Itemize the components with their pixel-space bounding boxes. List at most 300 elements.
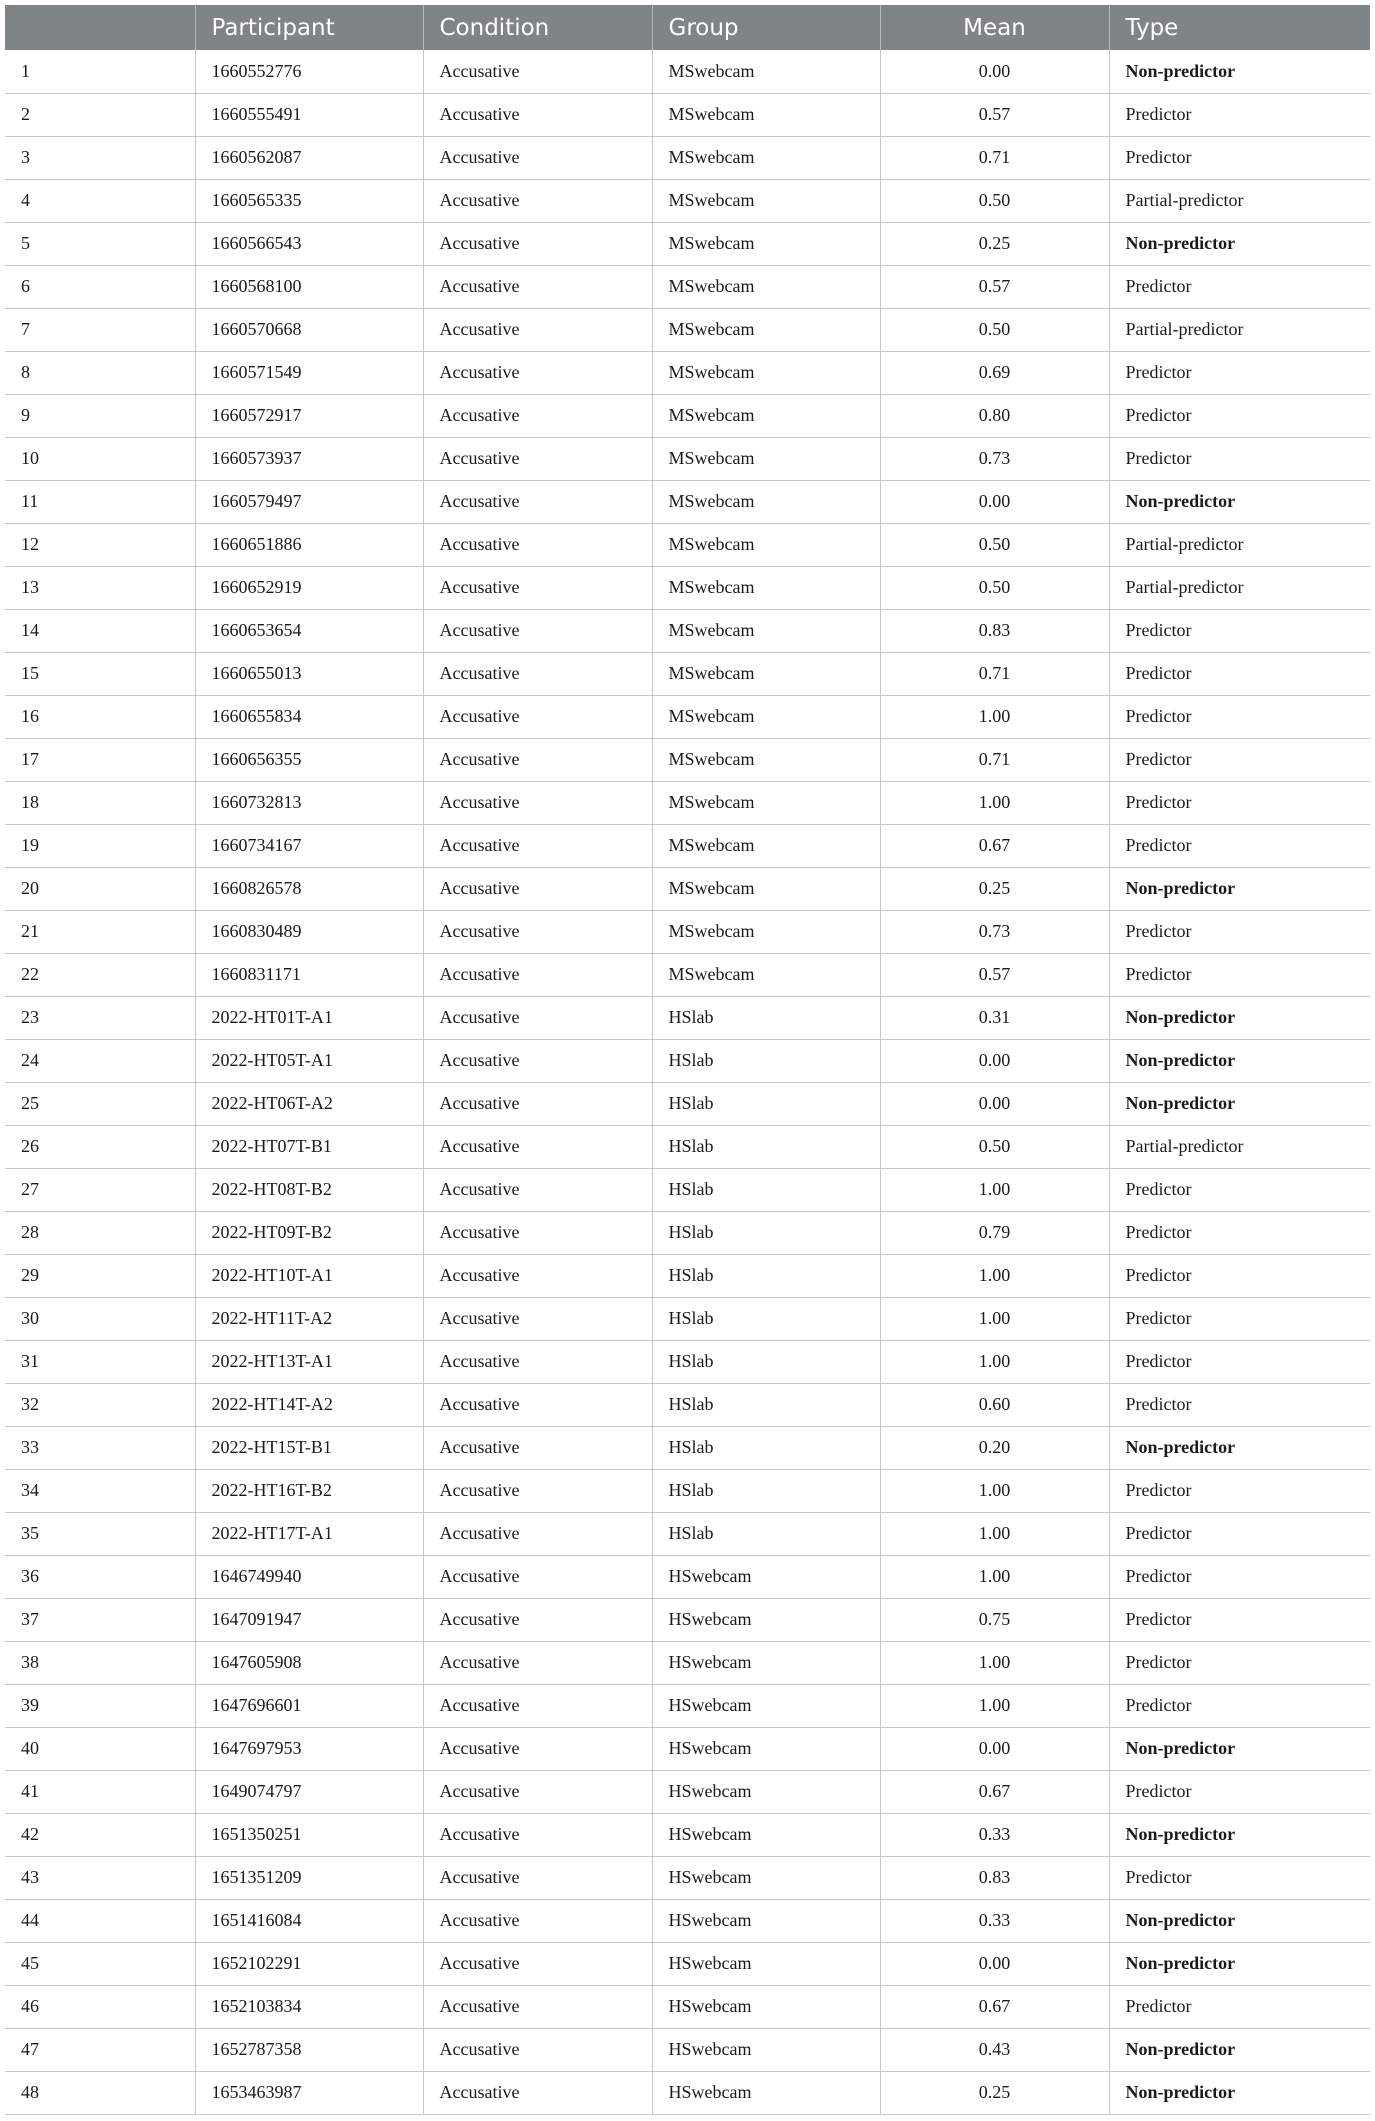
cell-type: Predictor [1109, 824, 1370, 867]
cell-group: MSwebcam [652, 394, 880, 437]
cell-index: 13 [5, 566, 195, 609]
cell-group: HSlab [652, 1340, 880, 1383]
cell-index: 14 [5, 609, 195, 652]
cell-condition: Accusative [423, 1598, 652, 1641]
table-row [5, 1469, 1370, 1512]
table-row [5, 1985, 1370, 2028]
cell-participant: 1653463987 [195, 2071, 423, 2114]
table-row [5, 824, 1370, 867]
participant-table [5, 5, 1370, 2115]
cell-type: Non-predictor [1109, 480, 1370, 523]
table-row [5, 394, 1370, 437]
cell-type: Partial-predictor [1109, 308, 1370, 351]
table-row [5, 1813, 1370, 1856]
cell-condition: Accusative [423, 1770, 652, 1813]
cell-participant: 1660572917 [195, 394, 423, 437]
cell-group: MSwebcam [652, 222, 880, 265]
cell-index: 44 [5, 1899, 195, 1942]
cell-mean: 1.00 [880, 1168, 1109, 1211]
cell-group: HSlab [652, 996, 880, 1039]
cell-participant: 1649074797 [195, 1770, 423, 1813]
cell-type: Predictor [1109, 953, 1370, 996]
table-row [5, 1899, 1370, 1942]
cell-mean: 0.67 [880, 1985, 1109, 2028]
table-row [5, 1211, 1370, 1254]
cell-mean: 0.71 [880, 738, 1109, 781]
cell-index: 4 [5, 179, 195, 222]
cell-type: Partial-predictor [1109, 1125, 1370, 1168]
cell-condition: Accusative [423, 93, 652, 136]
cell-type: Predictor [1109, 394, 1370, 437]
cell-type: Predictor [1109, 1469, 1370, 1512]
cell-mean: 0.57 [880, 953, 1109, 996]
cell-mean: 0.25 [880, 2071, 1109, 2114]
cell-type: Predictor [1109, 609, 1370, 652]
cell-condition: Accusative [423, 523, 652, 566]
cell-index: 11 [5, 480, 195, 523]
cell-participant: 1660568100 [195, 265, 423, 308]
cell-mean: 0.73 [880, 910, 1109, 953]
cell-condition: Accusative [423, 566, 652, 609]
cell-group: HSwebcam [652, 1856, 880, 1899]
cell-participant: 2022-HT14T-A2 [195, 1383, 423, 1426]
cell-condition: Accusative [423, 1383, 652, 1426]
cell-condition: Accusative [423, 1469, 652, 1512]
table-header [5, 5, 1370, 50]
cell-type: Predictor [1109, 1770, 1370, 1813]
cell-type: Predictor [1109, 652, 1370, 695]
cell-type: Predictor [1109, 265, 1370, 308]
cell-index: 26 [5, 1125, 195, 1168]
cell-type: Partial-predictor [1109, 523, 1370, 566]
cell-participant: 2022-HT17T-A1 [195, 1512, 423, 1555]
cell-condition: Accusative [423, 222, 652, 265]
cell-mean: 0.43 [880, 2028, 1109, 2071]
cell-index: 38 [5, 1641, 195, 1684]
cell-group: HSwebcam [652, 1985, 880, 2028]
cell-mean: 1.00 [880, 1297, 1109, 1340]
cell-participant: 1660831171 [195, 953, 423, 996]
cell-mean: 0.50 [880, 179, 1109, 222]
cell-condition: Accusative [423, 1125, 652, 1168]
cell-group: HSwebcam [652, 1598, 880, 1641]
cell-participant: 1660656355 [195, 738, 423, 781]
cell-index: 7 [5, 308, 195, 351]
cell-group: HSwebcam [652, 1942, 880, 1985]
cell-mean: 0.50 [880, 1125, 1109, 1168]
cell-condition: Accusative [423, 1727, 652, 1770]
table-row [5, 2071, 1370, 2114]
cell-participant: 1647697953 [195, 1727, 423, 1770]
table-row [5, 1555, 1370, 1598]
cell-mean: 0.67 [880, 824, 1109, 867]
cell-index: 10 [5, 437, 195, 480]
cell-condition: Accusative [423, 781, 652, 824]
cell-participant: 2022-HT13T-A1 [195, 1340, 423, 1383]
cell-condition: Accusative [423, 1985, 652, 2028]
cell-index: 41 [5, 1770, 195, 1813]
cell-index: 18 [5, 781, 195, 824]
cell-group: HSlab [652, 1469, 880, 1512]
table-row [5, 523, 1370, 566]
cell-participant: 1660565335 [195, 179, 423, 222]
cell-index: 43 [5, 1856, 195, 1899]
cell-condition: Accusative [423, 394, 652, 437]
cell-group: HSwebcam [652, 1555, 880, 1598]
cell-participant: 1660655013 [195, 652, 423, 695]
cell-condition: Accusative [423, 1168, 652, 1211]
cell-group: HSwebcam [652, 1727, 880, 1770]
cell-type: Predictor [1109, 1555, 1370, 1598]
cell-group: MSwebcam [652, 652, 880, 695]
cell-type: Non-predictor [1109, 1082, 1370, 1125]
cell-index: 5 [5, 222, 195, 265]
cell-group: MSwebcam [652, 781, 880, 824]
cell-index: 30 [5, 1297, 195, 1340]
cell-condition: Accusative [423, 609, 652, 652]
cell-index: 20 [5, 867, 195, 910]
cell-type: Non-predictor [1109, 1942, 1370, 1985]
cell-type: Partial-predictor [1109, 179, 1370, 222]
cell-group: HSlab [652, 1168, 880, 1211]
cell-participant: 2022-HT11T-A2 [195, 1297, 423, 1340]
cell-mean: 0.79 [880, 1211, 1109, 1254]
cell-mean: 0.83 [880, 609, 1109, 652]
cell-index: 29 [5, 1254, 195, 1297]
cell-condition: Accusative [423, 1555, 652, 1598]
cell-participant: 2022-HT01T-A1 [195, 996, 423, 1039]
cell-group: HSlab [652, 1125, 880, 1168]
cell-mean: 1.00 [880, 1254, 1109, 1297]
cell-group: HSwebcam [652, 2071, 880, 2114]
table-row [5, 2028, 1370, 2071]
table-row [5, 1125, 1370, 1168]
cell-type: Predictor [1109, 1985, 1370, 2028]
table-row [5, 1297, 1370, 1340]
cell-type: Predictor [1109, 695, 1370, 738]
cell-type: Predictor [1109, 1684, 1370, 1727]
cell-type: Predictor [1109, 1641, 1370, 1684]
cell-condition: Accusative [423, 953, 652, 996]
cell-index: 33 [5, 1426, 195, 1469]
cell-group: MSwebcam [652, 867, 880, 910]
cell-type: Predictor [1109, 351, 1370, 394]
cell-type: Predictor [1109, 1168, 1370, 1211]
cell-condition: Accusative [423, 2071, 652, 2114]
cell-mean: 0.50 [880, 566, 1109, 609]
cell-type: Non-predictor [1109, 1039, 1370, 1082]
cell-mean: 0.20 [880, 1426, 1109, 1469]
table-row [5, 1512, 1370, 1555]
cell-group: MSwebcam [652, 265, 880, 308]
table-row [5, 179, 1370, 222]
cell-index: 31 [5, 1340, 195, 1383]
cell-condition: Accusative [423, 480, 652, 523]
cell-mean: 1.00 [880, 1469, 1109, 1512]
table-row [5, 480, 1370, 523]
cell-condition: Accusative [423, 1641, 652, 1684]
cell-type: Non-predictor [1109, 1899, 1370, 1942]
cell-condition: Accusative [423, 1684, 652, 1727]
cell-condition: Accusative [423, 351, 652, 394]
cell-type: Non-predictor [1109, 867, 1370, 910]
cell-participant: 2022-HT09T-B2 [195, 1211, 423, 1254]
cell-index: 21 [5, 910, 195, 953]
table-row [5, 1168, 1370, 1211]
cell-type: Non-predictor [1109, 1727, 1370, 1770]
cell-condition: Accusative [423, 652, 652, 695]
cell-participant: 1660573937 [195, 437, 423, 480]
table-row [5, 1340, 1370, 1383]
cell-participant: 1652102291 [195, 1942, 423, 1985]
cell-index: 32 [5, 1383, 195, 1426]
cell-type: Predictor [1109, 93, 1370, 136]
cell-index: 25 [5, 1082, 195, 1125]
cell-group: HSwebcam [652, 1684, 880, 1727]
cell-group: MSwebcam [652, 351, 880, 394]
cell-participant: 1660655834 [195, 695, 423, 738]
cell-group: MSwebcam [652, 695, 880, 738]
cell-group: MSwebcam [652, 609, 880, 652]
cell-mean: 0.71 [880, 652, 1109, 695]
table-row [5, 781, 1370, 824]
cell-group: HSwebcam [652, 1770, 880, 1813]
table-row [5, 1383, 1370, 1426]
cell-condition: Accusative [423, 1254, 652, 1297]
cell-group: HSwebcam [652, 1813, 880, 1856]
cell-mean: 1.00 [880, 1641, 1109, 1684]
cell-condition: Accusative [423, 738, 652, 781]
cell-condition: Accusative [423, 996, 652, 1039]
cell-participant: 1660555491 [195, 93, 423, 136]
table-row [5, 738, 1370, 781]
cell-type: Non-predictor [1109, 2028, 1370, 2071]
cell-participant: 1660571549 [195, 351, 423, 394]
cell-mean: 1.00 [880, 781, 1109, 824]
cell-participant: 2022-HT15T-B1 [195, 1426, 423, 1469]
cell-index: 3 [5, 136, 195, 179]
cell-mean: 1.00 [880, 1512, 1109, 1555]
cell-condition: Accusative [423, 1340, 652, 1383]
cell-group: HSlab [652, 1082, 880, 1125]
cell-group: HSwebcam [652, 1641, 880, 1684]
header-participant: Participant [195, 5, 423, 50]
table-row [5, 867, 1370, 910]
cell-index: 23 [5, 996, 195, 1039]
cell-index: 39 [5, 1684, 195, 1727]
cell-participant: 1652787358 [195, 2028, 423, 2071]
cell-group: HSlab [652, 1254, 880, 1297]
cell-condition: Accusative [423, 867, 652, 910]
cell-participant: 1660651886 [195, 523, 423, 566]
cell-group: MSwebcam [652, 179, 880, 222]
cell-index: 24 [5, 1039, 195, 1082]
cell-participant: 2022-HT06T-A2 [195, 1082, 423, 1125]
table-row [5, 953, 1370, 996]
cell-condition: Accusative [423, 1082, 652, 1125]
table-row [5, 609, 1370, 652]
cell-condition: Accusative [423, 1942, 652, 1985]
cell-condition: Accusative [423, 136, 652, 179]
cell-participant: 1647091947 [195, 1598, 423, 1641]
table-row [5, 566, 1370, 609]
table-row [5, 1082, 1370, 1125]
cell-index: 28 [5, 1211, 195, 1254]
table-row [5, 437, 1370, 480]
cell-type: Predictor [1109, 781, 1370, 824]
cell-condition: Accusative [423, 1813, 652, 1856]
table-row [5, 136, 1370, 179]
cell-condition: Accusative [423, 437, 652, 480]
header-index [5, 5, 195, 50]
table-row [5, 265, 1370, 308]
cell-mean: 0.75 [880, 1598, 1109, 1641]
cell-mean: 0.33 [880, 1899, 1109, 1942]
cell-index: 19 [5, 824, 195, 867]
cell-type: Non-predictor [1109, 2071, 1370, 2114]
cell-index: 8 [5, 351, 195, 394]
cell-condition: Accusative [423, 695, 652, 738]
cell-index: 42 [5, 1813, 195, 1856]
cell-group: MSwebcam [652, 910, 880, 953]
cell-group: HSlab [652, 1211, 880, 1254]
cell-condition: Accusative [423, 179, 652, 222]
header-mean: Mean [880, 5, 1109, 50]
table-row [5, 308, 1370, 351]
cell-condition: Accusative [423, 50, 652, 93]
cell-index: 6 [5, 265, 195, 308]
cell-mean: 0.00 [880, 1942, 1109, 1985]
cell-participant: 2022-HT05T-A1 [195, 1039, 423, 1082]
cell-mean: 1.00 [880, 1340, 1109, 1383]
table-row [5, 1039, 1370, 1082]
cell-mean: 0.00 [880, 50, 1109, 93]
cell-participant: 1660732813 [195, 781, 423, 824]
cell-group: HSlab [652, 1297, 880, 1340]
cell-type: Predictor [1109, 1340, 1370, 1383]
data-table-container [5, 5, 1370, 2115]
cell-group: HSlab [652, 1383, 880, 1426]
cell-index: 48 [5, 2071, 195, 2114]
cell-condition: Accusative [423, 1211, 652, 1254]
cell-mean: 0.00 [880, 1082, 1109, 1125]
cell-participant: 1660552776 [195, 50, 423, 93]
cell-index: 15 [5, 652, 195, 695]
table-row [5, 222, 1370, 265]
cell-condition: Accusative [423, 1426, 652, 1469]
cell-mean: 0.69 [880, 351, 1109, 394]
cell-type: Predictor [1109, 910, 1370, 953]
table-row [5, 351, 1370, 394]
cell-type: Predictor [1109, 1856, 1370, 1899]
table-row [5, 1856, 1370, 1899]
cell-condition: Accusative [423, 1512, 652, 1555]
table-row [5, 1641, 1370, 1684]
cell-condition: Accusative [423, 1856, 652, 1899]
cell-condition: Accusative [423, 308, 652, 351]
cell-index: 37 [5, 1598, 195, 1641]
cell-participant: 2022-HT16T-B2 [195, 1469, 423, 1512]
cell-index: 40 [5, 1727, 195, 1770]
table-row [5, 1684, 1370, 1727]
cell-group: HSlab [652, 1512, 880, 1555]
cell-participant: 1660579497 [195, 480, 423, 523]
cell-group: HSlab [652, 1039, 880, 1082]
cell-index: 12 [5, 523, 195, 566]
cell-participant: 1660562087 [195, 136, 423, 179]
table-body [5, 50, 1370, 2114]
cell-mean: 1.00 [880, 695, 1109, 738]
cell-group: MSwebcam [652, 953, 880, 996]
table-row [5, 1942, 1370, 1985]
cell-mean: 0.67 [880, 1770, 1109, 1813]
cell-index: 36 [5, 1555, 195, 1598]
table-row [5, 1598, 1370, 1641]
cell-type: Predictor [1109, 437, 1370, 480]
table-row [5, 93, 1370, 136]
cell-condition: Accusative [423, 824, 652, 867]
cell-mean: 0.31 [880, 996, 1109, 1039]
cell-participant: 1646749940 [195, 1555, 423, 1598]
cell-group: MSwebcam [652, 824, 880, 867]
cell-type: Non-predictor [1109, 50, 1370, 93]
cell-mean: 0.57 [880, 93, 1109, 136]
cell-participant: 1660652919 [195, 566, 423, 609]
cell-index: 35 [5, 1512, 195, 1555]
table-row [5, 50, 1370, 93]
cell-index: 27 [5, 1168, 195, 1211]
cell-mean: 0.50 [880, 308, 1109, 351]
cell-index: 9 [5, 394, 195, 437]
table-row [5, 1727, 1370, 1770]
cell-participant: 2022-HT07T-B1 [195, 1125, 423, 1168]
header-condition: Condition [423, 5, 652, 50]
cell-group: MSwebcam [652, 136, 880, 179]
cell-participant: 1647696601 [195, 1684, 423, 1727]
cell-type: Predictor [1109, 1383, 1370, 1426]
cell-condition: Accusative [423, 265, 652, 308]
cell-condition: Accusative [423, 910, 652, 953]
cell-group: HSwebcam [652, 2028, 880, 2071]
cell-condition: Accusative [423, 2028, 652, 2071]
cell-group: MSwebcam [652, 93, 880, 136]
cell-mean: 0.25 [880, 222, 1109, 265]
cell-participant: 1660566543 [195, 222, 423, 265]
table-row [5, 996, 1370, 1039]
cell-type: Predictor [1109, 1254, 1370, 1297]
cell-participant: 1660734167 [195, 824, 423, 867]
cell-participant: 1651416084 [195, 1899, 423, 1942]
header-row [5, 5, 1370, 50]
cell-participant: 1652103834 [195, 1985, 423, 2028]
cell-group: MSwebcam [652, 437, 880, 480]
cell-group: MSwebcam [652, 523, 880, 566]
cell-mean: 0.00 [880, 1727, 1109, 1770]
cell-participant: 1651350251 [195, 1813, 423, 1856]
cell-mean: 0.33 [880, 1813, 1109, 1856]
cell-index: 17 [5, 738, 195, 781]
table-row [5, 910, 1370, 953]
cell-group: MSwebcam [652, 566, 880, 609]
cell-index: 16 [5, 695, 195, 738]
cell-group: HSlab [652, 1426, 880, 1469]
cell-index: 45 [5, 1942, 195, 1985]
cell-mean: 0.71 [880, 136, 1109, 179]
cell-type: Non-predictor [1109, 222, 1370, 265]
cell-group: MSwebcam [652, 308, 880, 351]
cell-participant: 1647605908 [195, 1641, 423, 1684]
cell-index: 1 [5, 50, 195, 93]
